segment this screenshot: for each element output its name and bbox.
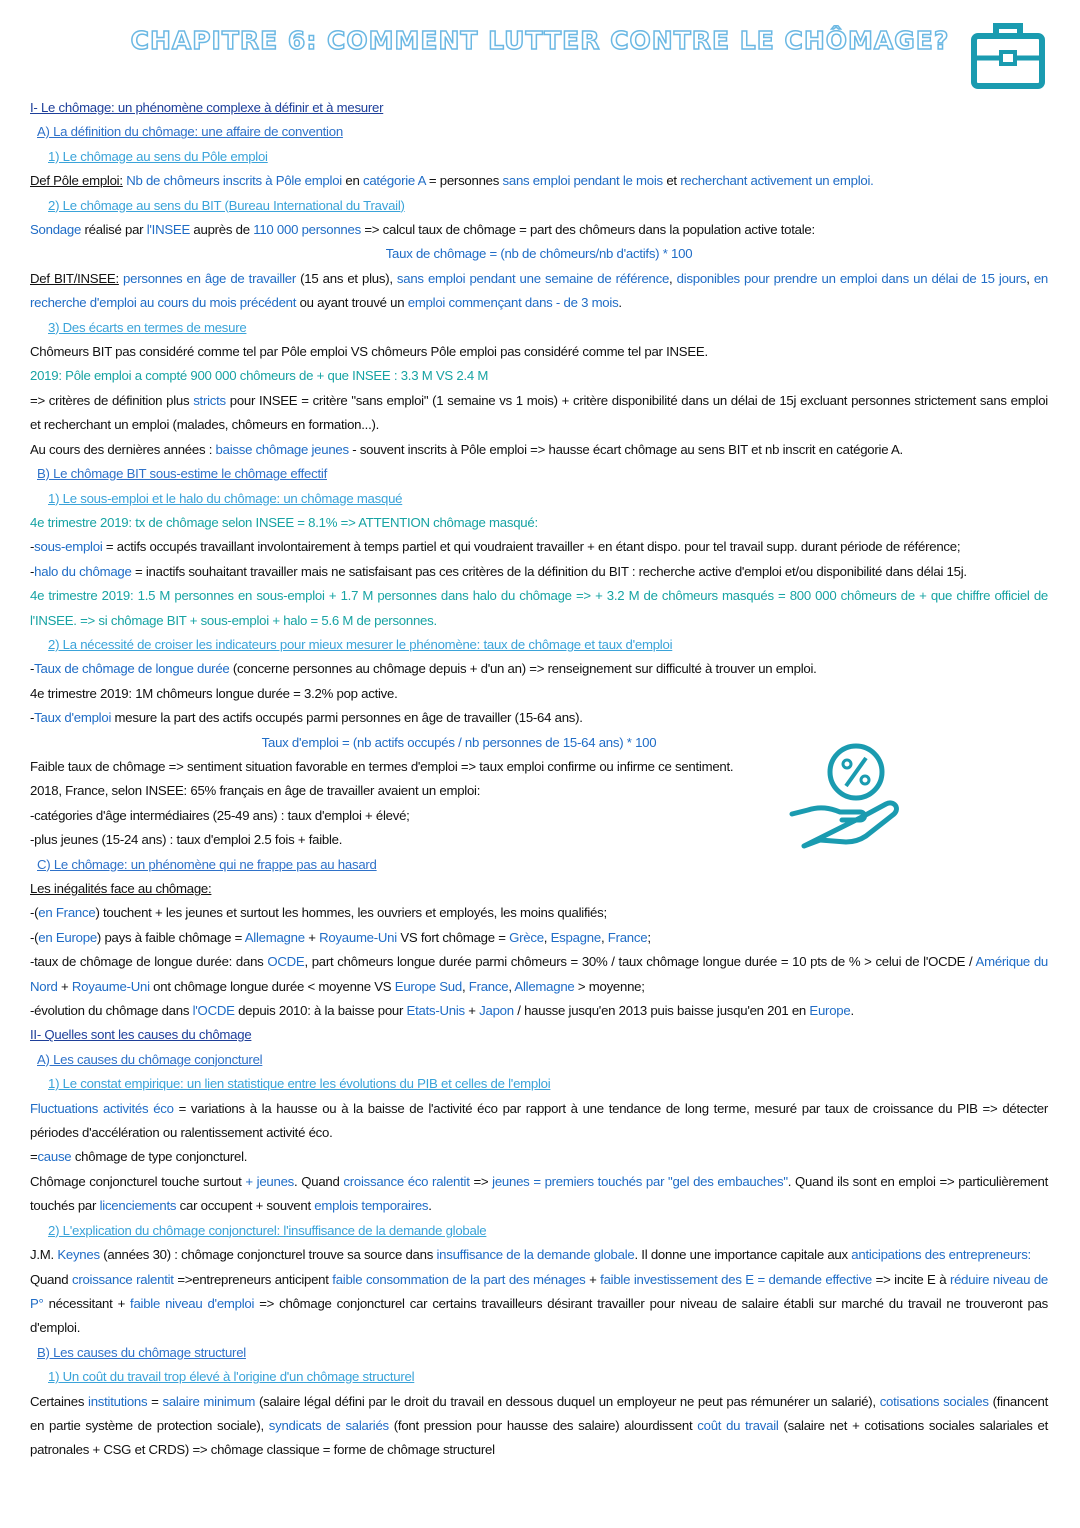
section-heading (30, 96, 1048, 120)
text-run: syndicats de salariés (268, 1417, 389, 1433)
section-heading (30, 120, 1048, 144)
text-line (30, 877, 1048, 901)
text-run: nécessitant + (43, 1295, 131, 1311)
text-run: . (850, 1003, 854, 1019)
text-run: - (30, 539, 35, 555)
text-run: = (30, 1149, 38, 1165)
text-line (30, 706, 1048, 730)
text-run: faible consommation de la part des ménages (332, 1271, 586, 1287)
text-run: anticipations des entrepreneurs: (851, 1247, 1031, 1263)
text-run: Au cours des dernières années : (30, 441, 216, 457)
text-run: Certaines (30, 1393, 89, 1409)
text-run: Fluctuations activités éco (30, 1100, 174, 1116)
text-run: l'OCDE (192, 1003, 235, 1019)
text-run: - (30, 563, 35, 579)
text-run: 1) Un coût du travail trop élevé à l'origine d'un chômage structurel (48, 1369, 415, 1385)
text-run: Allemagne (514, 978, 575, 994)
text-run: sous-emploi (34, 539, 103, 555)
text-run: croissance ralentit (71, 1271, 174, 1287)
text-run: faible investissement des E = demande effective (600, 1271, 873, 1287)
text-run: A) Les causes du chômage conjoncturel (37, 1051, 263, 1067)
text-run: disponibles pour prendre un emploi dans un délai de 15 jours (676, 270, 1027, 286)
section-heading (30, 1219, 1048, 1243)
text-run: insuffisance de la demande globale (436, 1247, 635, 1263)
section-heading (30, 1365, 1048, 1389)
text-run: mesure la part des actifs occupés parmi personnes en âge de travailler (15-64 ans). (111, 710, 583, 726)
text-run: + (464, 1003, 480, 1019)
text-run: 2) Le chômage au sens du BIT (Bureau International du Travail) (48, 197, 405, 213)
text-run: -taux de chômage de longue durée: dans (30, 954, 268, 970)
text-run: stricts (193, 392, 226, 408)
text-run: => calcul taux de chômage = part des chômeurs dans la population active totale: (360, 222, 815, 238)
text-line (30, 1268, 1048, 1341)
text-run: , (508, 978, 515, 994)
text-run: emploi commençant dans - de 3 mois (407, 295, 619, 311)
text-run: France (607, 929, 648, 945)
text-line (30, 584, 1048, 633)
text-run: sans emploi pendant le mois (502, 173, 663, 189)
text-line (30, 267, 1048, 316)
text-run: 3) Des écarts en termes de mesure (48, 319, 247, 335)
text-line (30, 682, 1048, 706)
text-run: Def Pôle emploi: (30, 173, 123, 189)
text-run: -( (30, 905, 39, 921)
text-run: + jeunes (245, 1173, 295, 1189)
text-line (30, 1170, 1048, 1219)
text-run: B) Le chômage BIT sous-estime le chômage effectif (37, 466, 327, 482)
text-run: réalisé par (81, 222, 147, 238)
text-run: Japon (479, 1003, 514, 1019)
text-run: Amérique du Nord (30, 954, 1048, 994)
text-run: 4e trimestre 2019: tx de chômage selon INSEE = 8.1% => ATTENTION chômage masqué: (30, 514, 538, 530)
text-run: => (469, 1173, 493, 1189)
section-heading (30, 1072, 1048, 1096)
text-run: Royaume-Uni (319, 929, 397, 945)
text-run: depuis 2010: à la baisse pour (234, 1003, 407, 1019)
text-run: ) pays à faible chômage = (96, 929, 245, 945)
text-run: en Europe (38, 929, 97, 945)
text-run: => incite E à (872, 1271, 950, 1287)
text-run: ont chômage longue durée < moyenne VS (149, 978, 395, 994)
text-line (30, 926, 1048, 950)
text-run: 4e trimestre 2019: 1M chômeurs longue durée = 3.2% pop active. (30, 685, 398, 701)
text-run: , (669, 270, 677, 286)
text-run: chômage de type conjoncturel. (71, 1149, 248, 1165)
text-run: (concerne personnes au chômage depuis + d'un an) => renseignement sur difficulté à trouver un emploi. (229, 661, 817, 677)
text-run: sans emploi pendant une semaine de référence (396, 270, 670, 286)
text-line (30, 1390, 1048, 1463)
section-heading (30, 487, 1048, 511)
text-run: institutions (88, 1393, 148, 1409)
text-run: en recherche d'emploi au cours du mois précédent (30, 270, 1049, 311)
text-run: = (147, 1393, 163, 1409)
text-run: (années 30) : chômage conjoncturel trouve sa source dans (99, 1247, 437, 1263)
text-run: - (30, 710, 35, 726)
text-run: =>entrepreneurs anticipent (173, 1271, 333, 1287)
text-run: ou ayant trouvé un (296, 295, 408, 311)
section-heading (30, 633, 1048, 657)
text-run: + (304, 929, 320, 945)
text-run: Allemagne (244, 929, 305, 945)
text-run: Def BIT/INSEE: (30, 270, 119, 286)
section-heading (30, 1048, 1048, 1072)
text-run: (salaire légal défini par le droit du travail en dessous duquel un employeur ne peut pas rémunérer un salarié), (255, 1393, 880, 1409)
text-run: VS fort chômage = (396, 929, 510, 945)
text-run: Europe (809, 1003, 851, 1019)
chapter-title: CHAPITRE 6: COMMENT LUTTER CONTRE LE CHÔMAGE? (130, 26, 950, 55)
text-run: Grèce (509, 929, 544, 945)
text-run: 2019: Pôle emploi a compté 900 000 chômeurs de + que INSEE : 3.3 M VS 2.4 M (30, 368, 489, 384)
text-run: Nb de chômeurs inscrits à Pôle emploi (126, 173, 342, 189)
text-run: . (428, 1198, 432, 1214)
text-run: -catégories d'âge intermédiaires (25-49 ans) : taux d'emploi + élevé; (30, 807, 410, 823)
text-run: Chômage conjoncturel touche surtout (30, 1173, 246, 1189)
text-run: , (1026, 270, 1034, 286)
text-run: = inactifs souhaitant travailler mais ne satisfaisant pas ces critères de la définition du BIT : recherche active d'emploi et/ou disponibilité dans délai 15j. (131, 563, 967, 579)
text-line (30, 511, 1048, 535)
text-run: croissance éco ralentit (343, 1173, 470, 1189)
text-run: l'INSEE (146, 222, 190, 238)
text-run: , part chômeurs longue durée parmi chômeurs = 30% / taux chômage longue durée = 10 pts de % > celui de l'OCDE / (304, 954, 976, 970)
text-run: , (543, 929, 551, 945)
text-run: Taux de chômage de longue durée (34, 661, 230, 677)
text-run: . (618, 295, 622, 311)
text-run: ) touchent + les jeunes et surtout les hommes, les ouvriers et employés, les moins qualifiés; (95, 905, 607, 921)
text-run: en (341, 173, 363, 189)
text-line (30, 1097, 1048, 1146)
text-run: réduire niveau de P° (30, 1271, 1049, 1311)
percent-hand-icon (786, 740, 904, 852)
text-run: C) Le chômage: un phénomène qui ne frappe pas au hasard (37, 856, 377, 872)
text-run: 1) Le constat empirique: un lien statistique entre les évolutions du PIB et celles de l'emploi (48, 1076, 551, 1092)
text-run: licenciements (99, 1198, 177, 1214)
text-line (30, 535, 1048, 559)
text-line (30, 1145, 1048, 1169)
text-run: , (600, 929, 608, 945)
text-run: -( (30, 929, 39, 945)
text-line (30, 364, 1048, 388)
text-run: Europe Sud (394, 978, 462, 994)
text-run: baisse chômage jeunes (215, 441, 349, 457)
text-run: faible niveau d'emploi (130, 1295, 255, 1311)
text-run: => critères de définition plus (30, 392, 194, 408)
text-line (30, 389, 1048, 438)
text-run: Taux d'emploi = (nb actifs occupés / nb personnes de 15-64 ans) * 100 (261, 734, 657, 750)
text-run: pour INSEE = critère "sans emploi" (1 semaine vs 1 mois) + critère disponibilité dans un délai de 15j excluant personnes strictement sans emploi et recherchant un emploi (malades, chômeurs en formation...). (30, 392, 1048, 433)
text-line (30, 218, 1048, 242)
text-run: et (662, 173, 681, 189)
text-run: 2) La nécessité de croiser les indicateurs pour mieux mesurer le phénomène: taux de chômage et taux d'emploi (48, 636, 673, 652)
section-heading (30, 194, 1048, 218)
text-run: 2018, France, selon INSEE: 65% français en âge de travailler avaient un emploi: (30, 783, 481, 799)
text-run: II- Quelles sont les causes du chômage (30, 1027, 252, 1043)
text-run: France (468, 978, 509, 994)
text-run: cause (37, 1149, 72, 1165)
text-line (30, 901, 1048, 925)
text-run: - (30, 661, 35, 677)
text-run: auprès de (190, 222, 254, 238)
text-run: I- Le chômage: un phénomène complexe à définir et à mesurer (30, 100, 384, 115)
text-run: Sondage (30, 222, 82, 238)
text-line (30, 999, 1048, 1023)
section-heading (30, 316, 1048, 340)
text-run: (salaire net + cotisations sociales salariales et patronales + CSG et CRDS) => chômage classique = forme de chômage structurel (30, 1417, 1048, 1458)
text-run: Chômeurs BIT pas considéré comme tel par Pôle emploi VS chômeurs Pôle emploi pas considéré comme tel par INSEE. (30, 344, 708, 360)
text-run: (font pression pour hausse des salaire) alourdissent (388, 1417, 698, 1433)
text-run: 4e trimestre 2019: 1.5 M personnes en sous-emploi + 1.7 M personnes dans halo du chômage => + 3.2 M de chômeurs masqués = 800 000 chômeurs de + que chiffre officiel de l'INSEE. => si chômage BIT + sous-emploi + halo = 5.6 M de personnes. (30, 588, 1048, 628)
text-run: 110 000 personnes (253, 222, 361, 238)
section-heading (30, 1341, 1048, 1365)
briefcase-icon (968, 14, 1048, 94)
text-run: , (461, 978, 469, 994)
text-run: recherchant activement un emploi. (680, 173, 874, 189)
text-run: Espagne (550, 929, 601, 945)
text-run: Quand (30, 1271, 72, 1287)
text-run: J.M. (30, 1247, 58, 1263)
text-line (30, 169, 1048, 193)
text-run: Taux de chômage = (nb de chômeurs/nb d'actifs) * 100 (385, 246, 693, 262)
text-run: personnes en âge de travailler (123, 270, 296, 286)
text-run: = actifs occupés travaillant involontairement à temps partiel et qui voudraient travailler + en étant dispo. pour tel travail supp. durant période de référence; (102, 539, 961, 555)
text-line (30, 560, 1048, 584)
text-run: = variations à la hausse ou à la baisse de l'activité éco par rapport à une tendance de long terme, mesuré par taux de croissance du PIB => détecter périodes d'accélération ou ralentissement activité éco. (30, 1100, 1048, 1141)
section-heading (30, 145, 1048, 169)
text-run: Faible taux de chômage => sentiment situation favorable en termes d'emploi => taux emploi confirme ou infirme ce sentiment. (30, 758, 734, 774)
text-run: - souvent inscrits à Pôle emploi => hausse écart chômage au sens BIT et nb inscrit en catégorie A. (348, 441, 903, 457)
text-run: salaire minimum (162, 1393, 256, 1409)
text-run: cotisations sociales (879, 1393, 989, 1409)
text-run: coût du travail (697, 1417, 779, 1433)
text-run: Keynes (57, 1247, 100, 1263)
text-run: Les inégalités face au chômage: (30, 881, 212, 896)
text-run: + (57, 978, 72, 994)
text-run: en France (38, 905, 96, 921)
text-run: halo du chômage (34, 563, 132, 579)
text-run: catégorie A (362, 173, 426, 189)
text-run: (15 ans et plus), (296, 270, 397, 286)
text-run: B) Les causes du chômage structurel (37, 1344, 246, 1360)
text-run: Royaume-Uni (71, 978, 150, 994)
text-run: 2) L'explication du chômage conjoncturel: l'insuffisance de la demande globale (48, 1222, 487, 1238)
text-run: (financent en partie système de protection sociale), (30, 1393, 1048, 1433)
text-run: ; (647, 929, 651, 945)
text-run: . Quand ils sont en emploi => particulièrement touchés par (30, 1173, 1049, 1214)
section-heading (30, 462, 1048, 486)
text-line (30, 1243, 1048, 1267)
text-run: 1) Le sous-emploi et le halo du chômage: un chômage masqué (48, 490, 403, 506)
section-heading (30, 853, 1048, 877)
text-run: Taux d'emploi (34, 710, 112, 726)
text-line (30, 242, 1048, 266)
text-run: A) La définition du chômage: une affaire de convention (37, 124, 343, 140)
text-run: OCDE (267, 954, 305, 970)
text-run: car occupent + souvent (176, 1198, 315, 1214)
text-run: => chômage conjoncturel car certains travailleurs désirant travailler pour niveau de salaire établi sur marché du travail ne trouveront pas d'emploi. (30, 1295, 1048, 1336)
text-run: Etats-Unis (406, 1003, 465, 1019)
text-run: > moyenne; (574, 978, 645, 994)
text-run: -plus jeunes (15-24 ans) : taux d'emploi 2.5 fois + faible. (30, 832, 343, 848)
text-run: . Quand (294, 1173, 344, 1189)
text-line (30, 657, 1048, 681)
text-run: jeunes = premiers touchés par "gel des embauches" (492, 1173, 788, 1189)
text-line (30, 438, 1048, 462)
text-run: 1) Le chômage au sens du Pôle emploi (48, 148, 268, 164)
section-heading (30, 1023, 1048, 1047)
text-run: emplois temporaires (314, 1198, 429, 1214)
text-line (30, 950, 1048, 999)
text-line (30, 340, 1048, 364)
text-run: + (585, 1271, 601, 1287)
text-run: / hausse jusqu'en 2013 puis baisse jusqu'en 201 en (513, 1003, 810, 1019)
text-run: -évolution du chômage dans (30, 1003, 193, 1019)
text-run: . Il donne une importance capitale aux (634, 1247, 852, 1263)
text-run: = personnes (425, 173, 503, 189)
